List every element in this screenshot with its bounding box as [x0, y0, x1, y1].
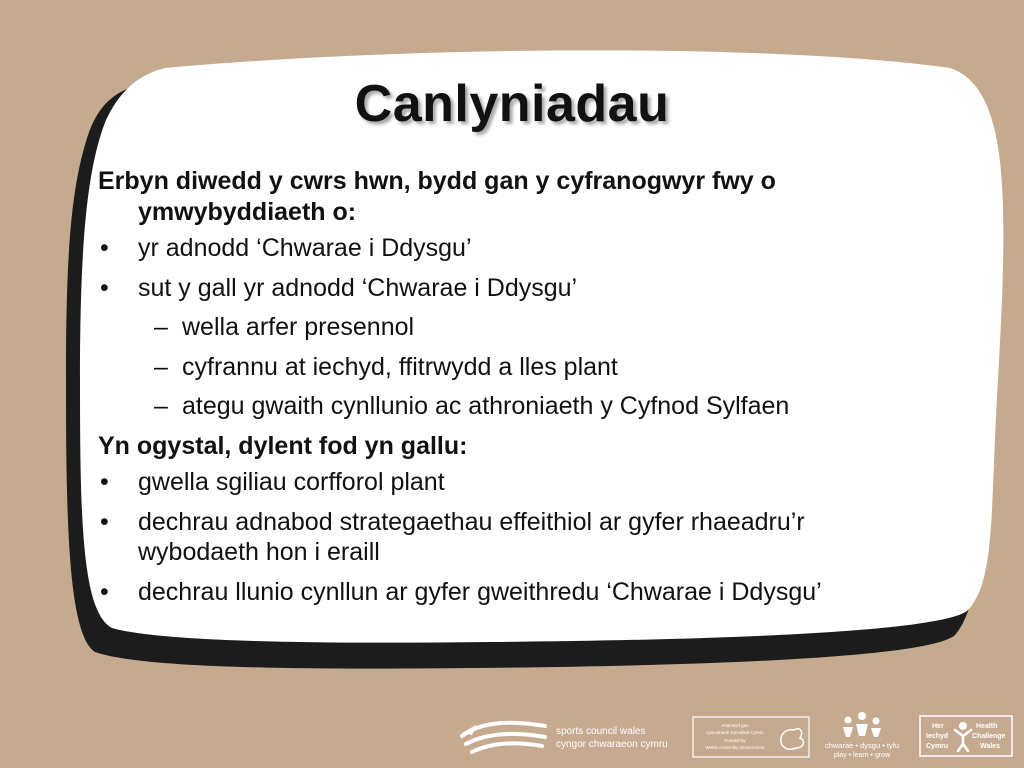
list-item	[98, 273, 908, 304]
list-item	[98, 577, 908, 608]
sub-list-item-text: cyfrannu at iechyd, ffitrwydd a lles plant	[182, 352, 618, 381]
bullet-icon: •	[100, 507, 109, 536]
play-line1: chwarae • dysgu • tyfu	[824, 741, 900, 750]
list-item-text: yr adnodd ‘Chwarae i Ddysgu’	[138, 234, 472, 262]
health-left2: Iechyd	[926, 733, 949, 740]
assembly-line3: Funded by	[724, 738, 746, 743]
assembly-line2: Lywodraeth Cynulliad Cymru	[706, 730, 764, 735]
slide-body	[98, 166, 908, 616]
dash-icon: –	[154, 352, 168, 381]
health-right2: Challenge	[972, 733, 1006, 740]
sub-list-item-text: wella arfer presennol	[182, 313, 415, 341]
health-right1: Health	[976, 723, 998, 730]
dash-icon: –	[154, 392, 168, 420]
assembly-line1: Arianwyd gan	[721, 723, 749, 728]
health-left3: Cymru	[926, 743, 949, 750]
sports-council-line1: sports council wales	[556, 726, 646, 737]
bullet-icon: •	[100, 577, 109, 606]
assembly-line4: Welsh Assembly Government	[705, 745, 765, 750]
bullet-icon: •	[100, 273, 109, 302]
intro-paragraph-2: Yn ogystal, dylent fod yn gallu:	[98, 431, 468, 460]
list-item-text: dechrau adnabod strategaethau effeithiol ar gyfer rhaeadru’r wybodaeth hon i eraill	[138, 507, 805, 566]
health-right3: Wales	[980, 743, 1000, 750]
sports-council-line2: cyngor chwaraeon cymru	[556, 739, 668, 750]
sub-list-item-text: ategu gwaith cynllunio ac athroniaeth y Cyfnod Sylfaen	[182, 392, 790, 420]
list-item-text: gwella sgiliau corfforol plant	[138, 468, 445, 496]
list-item-text: sut y gall yr adnodd ‘Chwarae i Ddysgu’	[138, 273, 578, 302]
dash-icon: –	[154, 313, 168, 341]
sub-list-item	[98, 312, 908, 343]
list-item	[98, 233, 908, 264]
bullet-icon: •	[100, 234, 109, 262]
sub-list-item	[98, 391, 908, 422]
play-line2: play • learn • grow	[833, 752, 891, 759]
list-item	[98, 507, 908, 568]
bullet-icon: •	[100, 468, 109, 496]
slide-title: Canlyniadau	[354, 75, 670, 133]
health-left1: Her	[932, 723, 944, 730]
list-item-text: dechrau llunio cynllun ar gyfer gweithredu ‘Chwarae i Ddysgu’	[138, 577, 822, 606]
sub-list-item	[98, 352, 908, 383]
list-item	[98, 467, 908, 498]
intro-paragraph: Erbyn diwedd y cwrs hwn, bydd gan y cyfranogwyr fwy o ymwybyddiaeth o:	[98, 167, 776, 226]
